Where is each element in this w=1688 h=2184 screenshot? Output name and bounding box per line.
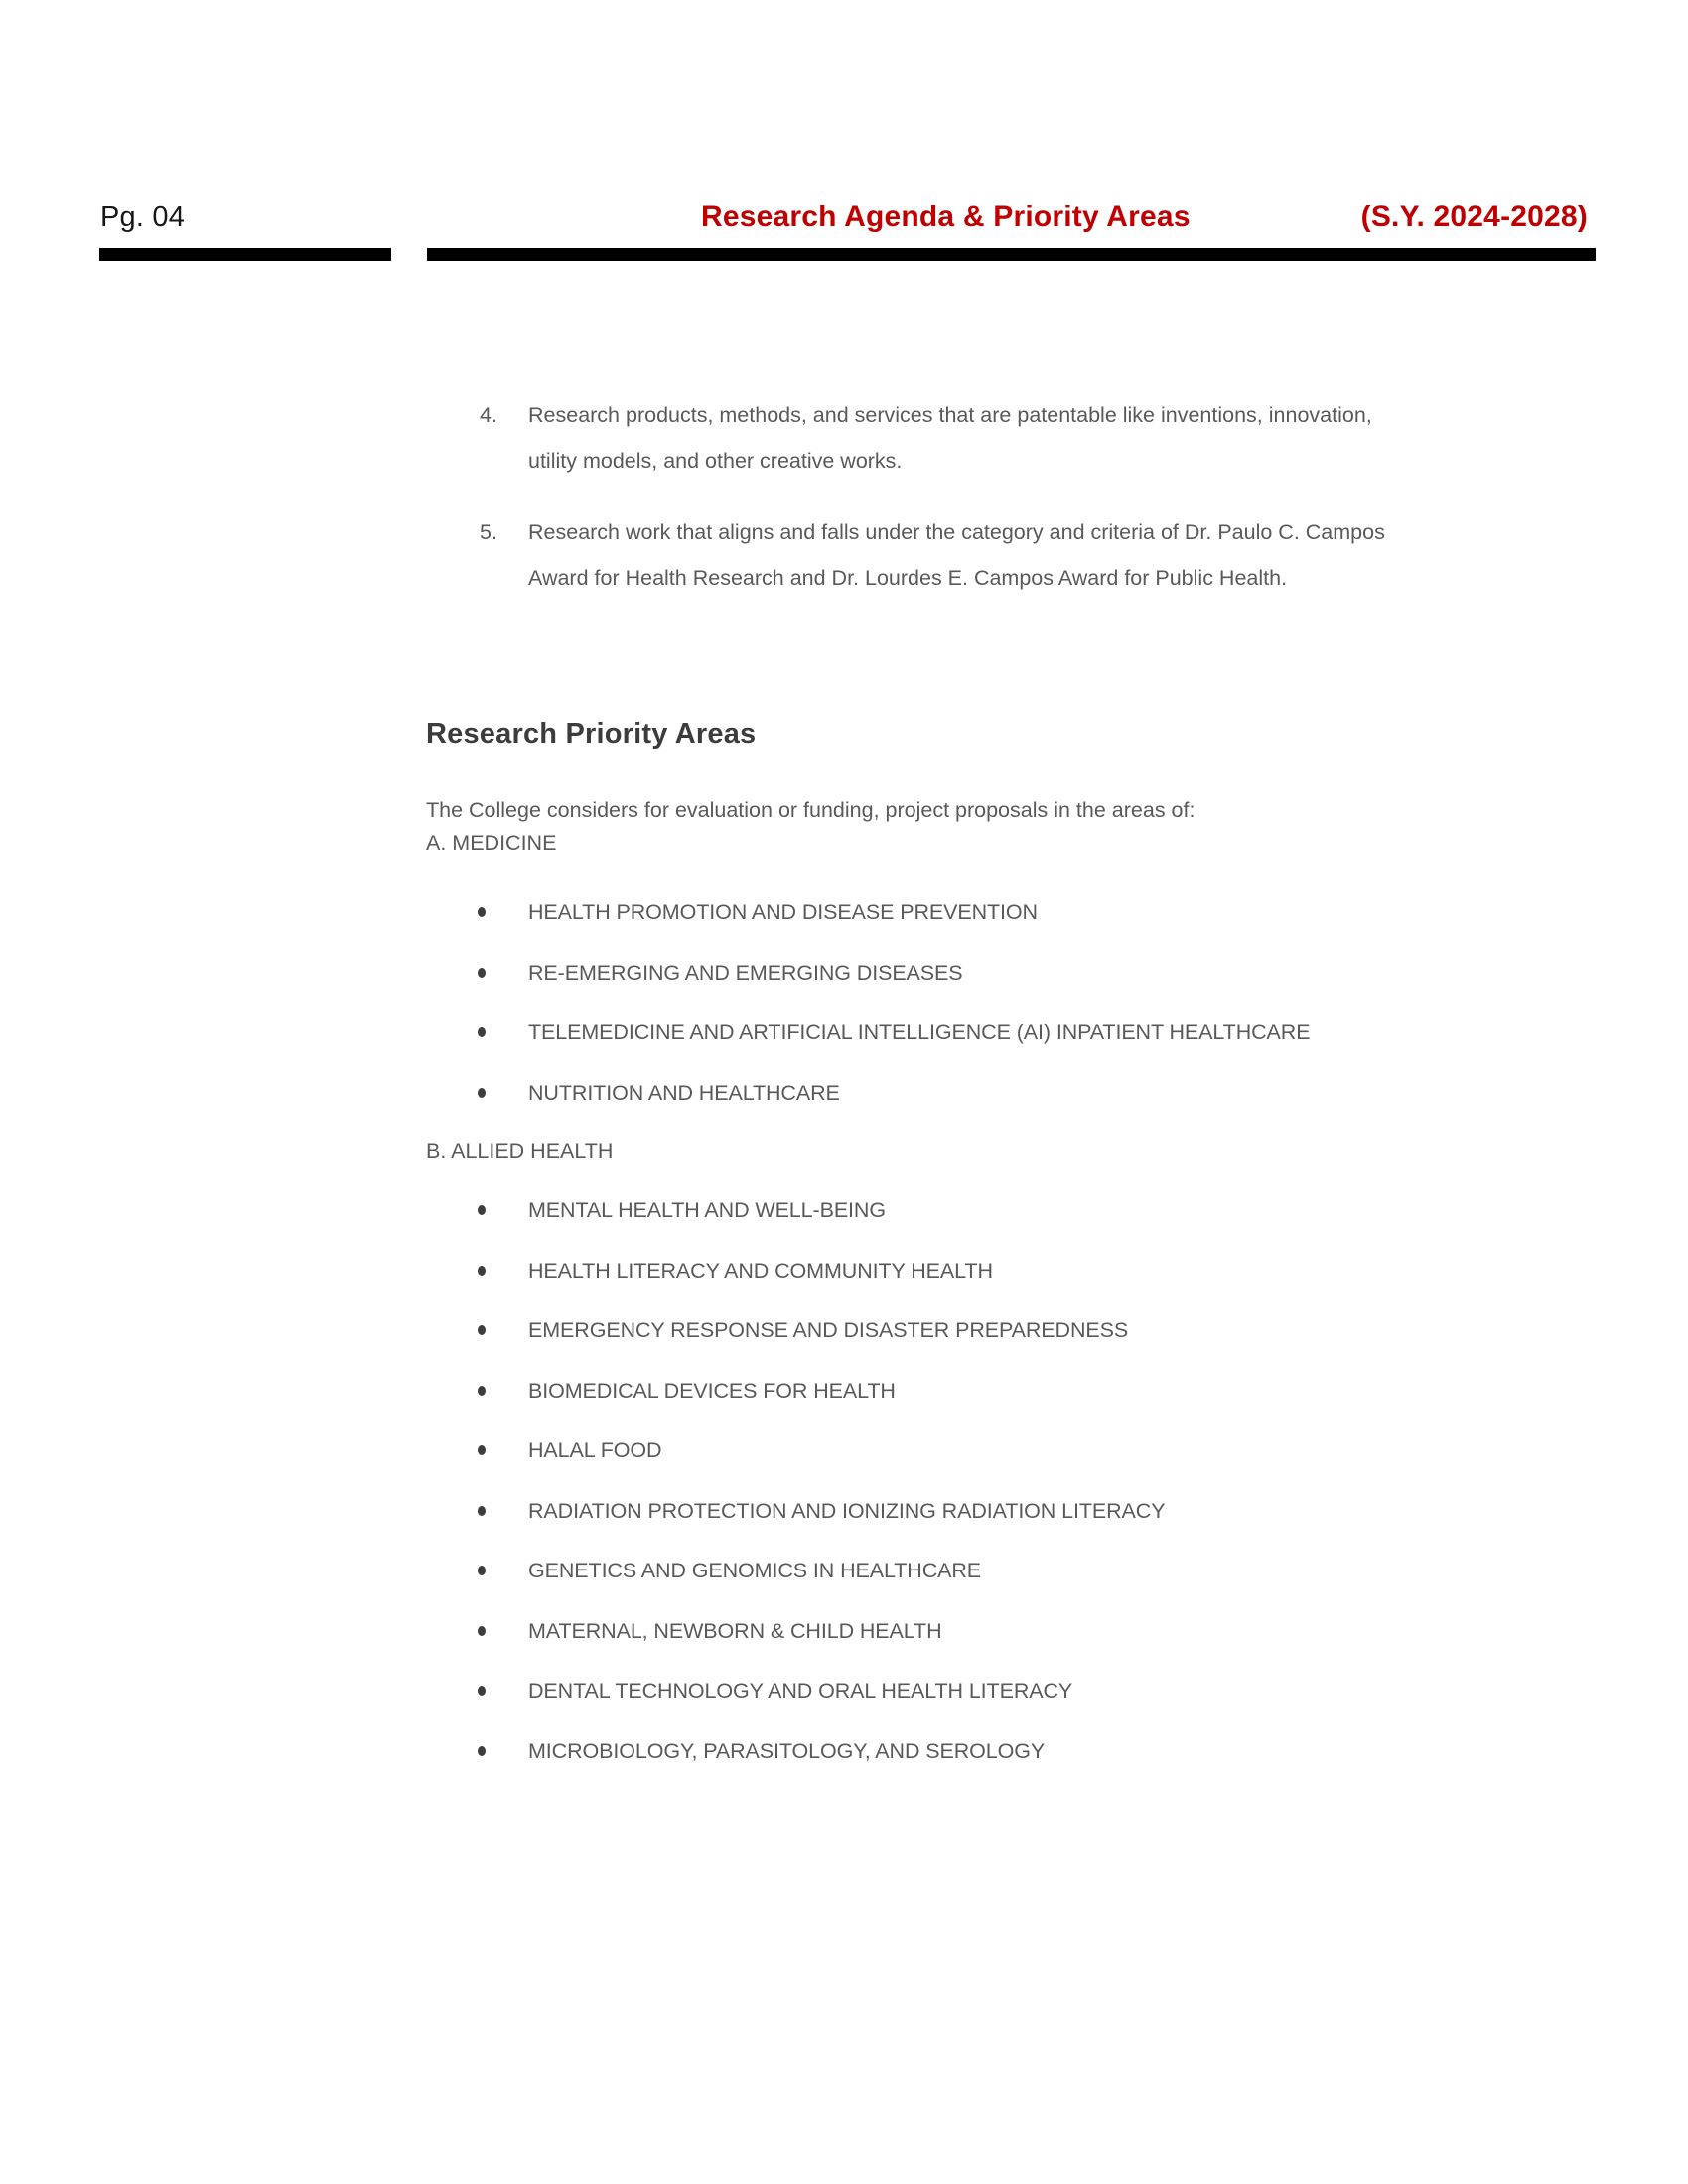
item-text: [528, 392, 1612, 483]
intro-line: The College considers for evaluation or funding, project proposals in the areas of:: [426, 798, 1196, 822]
page-number-label: Pg. 04: [100, 202, 186, 233]
medicine-bullet-list: [0, 883, 1688, 1123]
numbered-item-4: [480, 392, 1612, 483]
numbered-list: [480, 392, 1612, 626]
section-a-label: A. MEDICINE: [426, 831, 557, 855]
header-rule-left: [99, 248, 391, 261]
medicine-bullet-item: TELEMEDICINE AND ARTIFICIAL INTELLIGENCE (AI) INPATIENT HEALTHCARE: [0, 1003, 1688, 1063]
allied-health-bullet-item: RADIATION PROTECTION AND IONIZING RADIATION LITERACY: [0, 1481, 1688, 1542]
allied-health-bullet-item: MATERNAL, NEWBORN & CHILD HEALTH: [0, 1601, 1688, 1662]
allied-health-bullet-item: BIOMEDICAL DEVICES FOR HEALTH: [0, 1361, 1688, 1422]
medicine-bullet-item: RE-EMERGING AND EMERGING DISEASES: [0, 943, 1688, 1004]
header-rule-right: [427, 248, 1596, 261]
section-heading: Research Priority Areas: [426, 718, 757, 750]
item-number: 4.: [480, 403, 497, 427]
item-text: [528, 509, 1612, 601]
medicine-bullet-item: NUTRITION AND HEALTHCARE: [0, 1063, 1688, 1124]
section-b-label: B. ALLIED HEALTH: [426, 1139, 614, 1162]
numbered-item-5: [480, 509, 1612, 601]
allied-health-bullet-item: HALAL FOOD: [0, 1421, 1688, 1481]
allied-health-bullet-item: HEALTH LITERACY AND COMMUNITY HEALTH: [0, 1241, 1688, 1301]
header-term-label: (S.Y. 2024-2028): [1360, 201, 1588, 233]
allied-health-bullet-item: EMERGENCY RESPONSE AND DISASTER PREPAREDNESS: [0, 1300, 1688, 1361]
allied-health-bullet-item: GENETICS AND GENOMICS IN HEALTHCARE: [0, 1541, 1688, 1601]
allied-health-bullet-item: DENTAL TECHNOLOGY AND ORAL HEALTH LITERACY: [0, 1661, 1688, 1721]
item-text-line: utility models, and other creative works.: [528, 449, 903, 473]
item-text-line: Research work that aligns and falls under the category and criteria of Dr. Paulo C. Campos: [528, 520, 1385, 544]
item-text-line: Research products, methods, and services that are patentable like inventions, innovation,: [528, 403, 1372, 427]
allied-health-bullet-item: MENTAL HEALTH AND WELL-BEING: [0, 1180, 1688, 1241]
allied-health-bullet-list: [0, 1180, 1688, 1781]
header-title: Research Agenda & Priority Areas: [701, 201, 1191, 233]
item-number: 5.: [480, 520, 497, 544]
allied-health-bullet-item: MICROBIOLOGY, PARASITOLOGY, AND SEROLOGY: [0, 1721, 1688, 1782]
intro-block: [426, 794, 1195, 860]
medicine-bullet-item: HEALTH PROMOTION AND DISEASE PREVENTION: [0, 883, 1688, 943]
item-text-line: Award for Health Research and Dr. Lourdes E. Campos Award for Public Health.: [528, 566, 1288, 590]
